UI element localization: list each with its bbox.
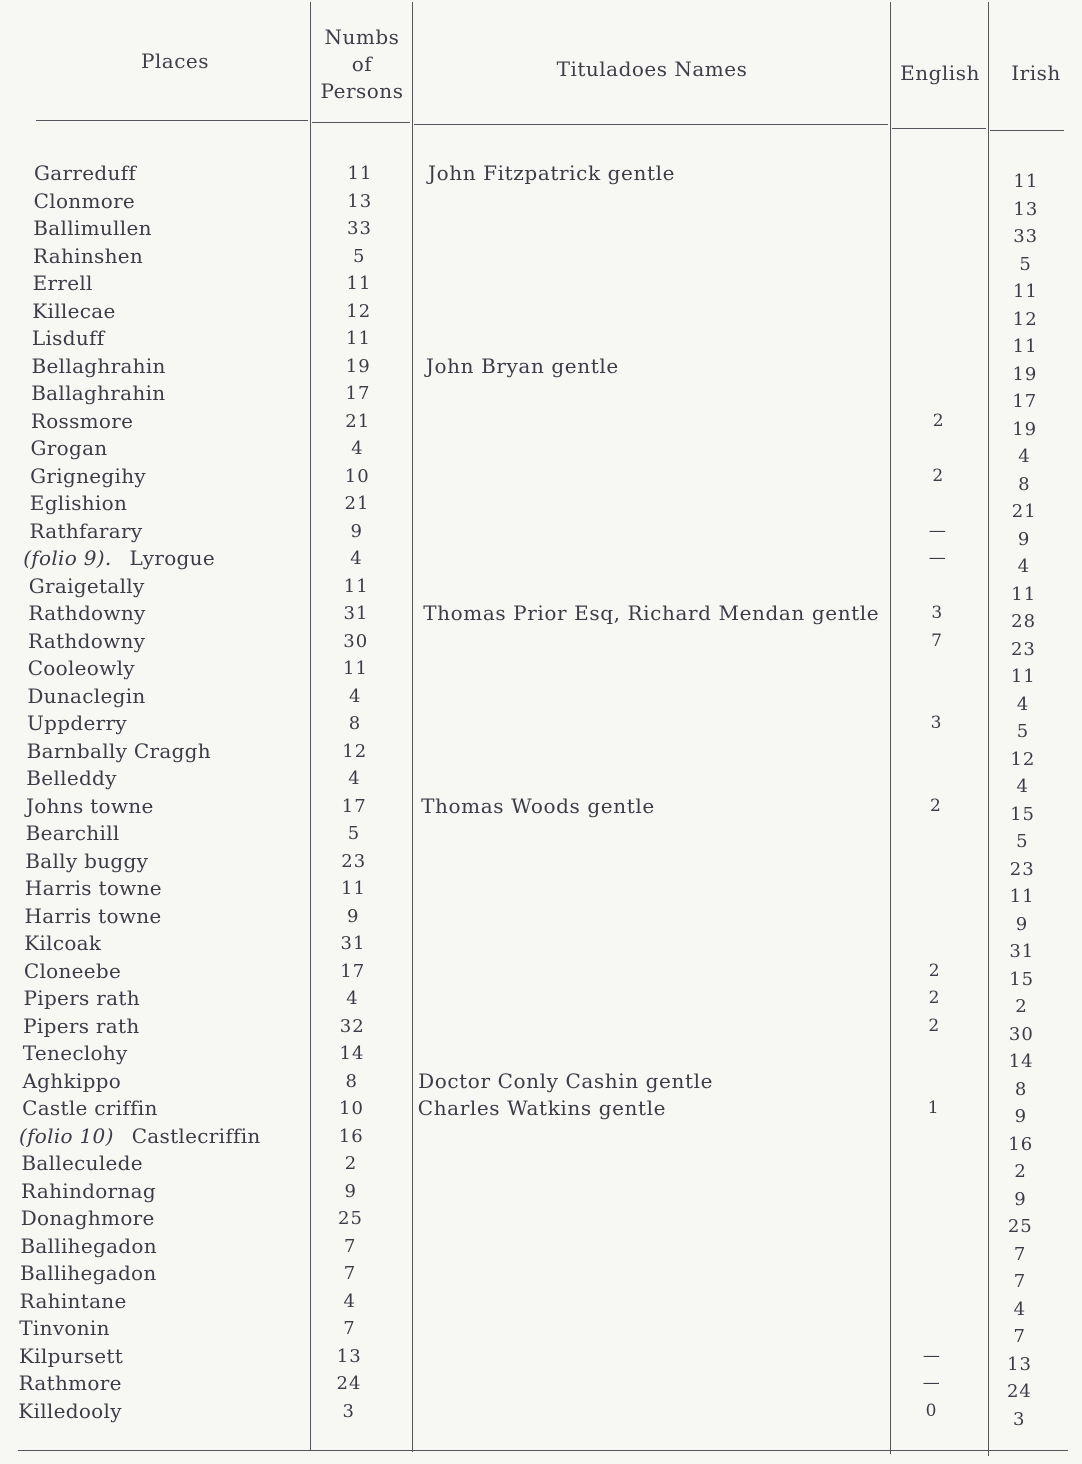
place-label: Graigetally [28,573,145,598]
persons-count: 2 [344,1153,358,1174]
persons-count: 8 [348,713,362,734]
table-row [0,628,1082,660]
table-row [0,490,1082,522]
place-name [30,490,127,517]
irish-count: 17 [1012,391,1038,412]
irish-count: 16 [1008,1133,1034,1155]
place-label: Rahintane [19,1288,127,1313]
place-name [24,958,121,985]
table-row [0,1150,1082,1182]
persons-count: 13 [336,1345,362,1367]
english-count: 2 [928,1015,940,1036]
place-name [20,1260,157,1287]
place-name [21,1150,143,1177]
place-label: Rahindornag [21,1178,156,1203]
table-row [0,738,1082,770]
irish-count: 7 [1013,1271,1027,1292]
persons-count: 7 [343,1318,356,1339]
irish-count: 25 [1007,1216,1033,1237]
persons-count: 30 [343,630,369,652]
place-name [25,875,162,902]
persons-count: 3 [342,1400,355,1422]
place-label: Johns towne [25,793,154,818]
irish-count: 19 [1012,418,1038,440]
place-label: Rathdowny [28,628,146,653]
irish-count: 9 [1015,913,1029,935]
irish-count: 30 [1008,1023,1034,1045]
persons-count: 7 [344,1235,357,1257]
table-row [0,1260,1082,1292]
titulado-name: John Bryan gentle [425,353,619,378]
place-name [27,683,145,710]
table-row [0,353,1082,385]
irish-count: 24 [1006,1381,1032,1402]
irish-count: 12 [1012,308,1038,330]
place-label: Pipers rath [23,1013,140,1038]
table-row [0,848,1082,880]
header-irish: Irish [1011,61,1061,85]
english-count: — [928,548,946,568]
place-label: Pipers rath [23,986,140,1010]
table-row [0,1343,1082,1375]
place-name [21,1178,156,1205]
irish-count: 11 [1012,336,1038,357]
table-row [0,435,1082,467]
irish-count: 3 [1013,1408,1026,1430]
persons-count: 5 [353,245,366,267]
persons-count: 23 [341,850,367,872]
english-count: 0 [925,1400,937,1421]
place-label: Ballaghrahin [31,381,166,405]
place-label: Grogan [30,436,108,460]
place-label: Rahinshen [32,243,144,268]
place-label: Bellaghrahin [31,353,166,378]
persons-count: 11 [347,163,373,184]
place-name [22,1068,121,1095]
table-row [0,1288,1082,1320]
irish-count: 13 [1013,198,1039,220]
persons-count: 8 [345,1070,358,1092]
place-name [32,353,166,380]
table-row [0,985,1082,1017]
table-row [0,518,1082,550]
irish-count: 2 [1015,996,1028,1017]
place-name [34,160,136,187]
table-row [0,463,1082,495]
persons-count: 12 [342,740,368,762]
place-label: Dunaclegin [27,683,146,708]
place-name [34,188,135,215]
irish-count: 7 [1013,1326,1026,1347]
table-row [0,188,1082,220]
place-name [31,380,165,407]
place-label: Garreduff [34,161,137,185]
place-label: Belleddy [26,766,117,790]
english-count: 2 [928,988,940,1008]
place-label: Grignegihy [30,463,146,488]
place-label: Aghkippo [22,1068,122,1093]
persons-count: 17 [341,795,367,817]
table-body [0,160,1082,1430]
place-name [18,1398,122,1425]
place-name [29,573,145,600]
place-label: Bally buggy [25,848,149,873]
table-row [0,793,1082,825]
header-numbs-of-persons [312,24,412,105]
persons-count: 19 [345,355,371,377]
irish-count: 9 [1014,1188,1027,1210]
place-name [25,848,148,875]
english-count: — [922,1345,940,1366]
persons-count: 4 [349,685,362,707]
place-name [24,930,101,957]
place-label: Tinvonin [19,1316,110,1340]
persons-count: 11 [346,328,371,349]
persons-count: 12 [346,300,372,322]
place-label: Harris towne [24,876,162,900]
irish-count: 5 [1016,721,1030,742]
persons-count: 4 [351,438,364,459]
persons-count: 11 [343,575,369,597]
place-name [27,710,127,737]
place-name [19,1123,261,1150]
place-name [30,463,146,490]
place-label: Lisduff [31,326,105,350]
irish-count: 21 [1011,501,1037,522]
table-row [0,160,1082,192]
persons-count: 31 [343,603,369,624]
irish-count: 23 [1009,858,1035,880]
persons-count: 4 [346,988,359,1009]
persons-count: 9 [350,520,363,542]
header-tituladoes-names: Tituladoes Names [556,57,748,81]
irish-count: 7 [1013,1243,1027,1265]
header-rule [414,124,888,125]
irish-count: 8 [1014,1078,1028,1100]
place-name [32,325,105,352]
titulado-name: Doctor Conly Cashin gentle [418,1068,714,1093]
persons-count: 11 [341,878,366,899]
header-numbs-line-1: Numbs [324,25,400,49]
persons-count: 4 [348,768,361,789]
irish-count: 4 [1016,776,1029,797]
table-row [0,930,1082,962]
place-name [21,1205,155,1232]
persons-count: 21 [344,493,370,514]
table-row [0,408,1082,440]
place-name [20,1233,157,1260]
header-rule [312,122,410,123]
table-row [0,820,1082,852]
persons-count: 16 [338,1125,364,1147]
header-rule [990,130,1064,131]
place-label: Ballihegadon [20,1261,157,1285]
place-label: Rathmore [18,1371,122,1395]
place-name [32,298,115,325]
table-row [0,243,1082,275]
table-row [0,903,1082,935]
place-name [28,600,145,627]
place-label: Rossmore [30,408,134,433]
irish-count: 5 [1016,831,1029,852]
persons-count: 32 [339,1015,365,1037]
persons-count: 10 [339,1098,364,1119]
table-row [0,958,1082,990]
table-row [0,1178,1082,1210]
irish-count: 11 [1012,281,1038,302]
english-count: — [928,520,946,541]
irish-count: 11 [1010,666,1036,687]
english-count: 2 [932,465,944,486]
english-count: 2 [932,410,944,431]
place-label: Kilpursett [18,1343,124,1368]
place-name [19,1343,123,1370]
header-places: Places [140,49,210,73]
english-count: 3 [931,603,943,623]
irish-count: 9 [1014,1106,1028,1127]
persons-count: 7 [343,1263,357,1284]
place-name [28,655,135,682]
table-row [0,1068,1082,1100]
folio-reference: (folio 9). [23,546,112,570]
persons-count: 9 [347,905,360,927]
irish-count: 12 [1010,748,1036,770]
table-row [0,1123,1082,1155]
irish-count: 15 [1010,803,1035,825]
place-name [19,1370,122,1397]
table-row [0,380,1082,412]
irish-count: 8 [1018,473,1031,495]
persons-count: 11 [346,273,372,294]
place-name [26,820,120,847]
table-row [0,1398,1082,1430]
place-name [23,1013,139,1040]
persons-count: 17 [345,383,371,404]
place-label: Balleculede [21,1151,143,1175]
place-label: Castle criffin [22,1096,158,1120]
place-name [28,628,145,655]
table-row [0,1315,1082,1347]
place-name [27,738,211,765]
place-label: Castlecriffin [131,1123,261,1148]
irish-count: 11 [1009,886,1035,907]
place-label: Ballimullen [33,216,152,240]
place-label: Eglishion [29,491,128,515]
place-name [24,985,140,1012]
place-label: Clonmore [33,188,136,213]
place-name [31,408,133,435]
place-label: Rathdowny [28,601,146,625]
place-name [19,1315,110,1342]
irish-count: 5 [1019,253,1032,275]
titulado-name: Charles Watkins gentle [417,1096,667,1120]
persons-count: 9 [344,1180,357,1202]
place-name [29,518,142,545]
irish-count: 2 [1014,1161,1027,1182]
persons-count: 17 [340,960,366,982]
table-row [0,1040,1082,1072]
english-count: 2 [929,795,941,816]
english-count: 7 [931,630,942,651]
irish-count: 33 [1013,226,1039,247]
place-label: Donaghmore [20,1206,155,1230]
place-label: Errell [32,271,93,295]
english-count: 3 [930,713,942,733]
irish-count: 31 [1009,941,1035,962]
persons-count: 4 [350,548,363,569]
header-numbs-line-2: of [351,52,373,76]
table-row [0,215,1082,247]
table-row [0,298,1082,330]
irish-count: 11 [1013,171,1039,192]
irish-count: 14 [1008,1051,1034,1072]
place-name [26,793,154,820]
place-name [33,215,151,242]
place-name [23,545,215,572]
header-numbs-line-3: Persons [320,79,404,103]
irish-count: 19 [1012,363,1038,385]
place-name [23,1040,128,1067]
irish-count: 4 [1018,446,1031,467]
table-row [0,655,1082,687]
irish-count: 15 [1009,968,1035,990]
bottom-rule [18,1450,1068,1451]
irish-count: 23 [1010,638,1036,660]
place-label: Ballihegadon [20,1233,157,1258]
irish-count: 4 [1013,1298,1027,1320]
persons-count: 14 [339,1043,365,1064]
place-label: Killecae [32,298,116,323]
persons-count: 31 [340,933,366,954]
place-label: Killedooly [18,1398,122,1423]
place-label: Cooleowly [27,656,135,680]
table-row [0,545,1082,577]
place-label: Teneclohy [22,1041,128,1065]
place-label: Barnbally Craggh [26,738,211,763]
place-name [20,1288,127,1315]
place-name [33,243,143,270]
persons-count: 21 [345,410,371,432]
header-rule [36,120,308,121]
table-row [0,1013,1082,1045]
persons-count: 11 [343,658,368,679]
place-label: Uppderry [27,711,127,735]
irish-count: 11 [1011,583,1037,605]
table-row [0,600,1082,632]
irish-count: 9 [1017,528,1031,550]
place-label: Rathfarary [29,518,143,543]
place-label: Bearchill [25,821,120,845]
titulado-name: John Fitzpatrick gentle [428,161,676,185]
persons-count: 13 [347,190,373,212]
titulado-name: Thomas Woods gentle [421,793,655,818]
english-count: — [922,1373,940,1393]
persons-count: 4 [343,1290,356,1312]
titulado-name: Thomas Prior Esq, Richard Mendan gentle [423,601,880,625]
table-row [0,573,1082,605]
persons-count: 5 [347,823,361,844]
place-name [26,765,116,792]
irish-count: 4 [1016,693,1030,715]
persons-count: 10 [344,465,370,487]
place-name [22,1095,158,1122]
place-label: Harris towne [24,903,162,928]
irish-count: 4 [1017,556,1031,577]
place-label: Cloneebe [23,958,122,983]
table-row [0,683,1082,715]
table-row [0,710,1082,742]
table-row [0,1370,1082,1402]
place-name [33,270,93,297]
table-row [0,270,1082,302]
folio-reference: (folio 10) [19,1123,114,1148]
english-count: 2 [928,960,940,981]
persons-count: 24 [336,1373,362,1394]
table-row [0,765,1082,797]
table-row [0,325,1082,357]
place-name [25,903,162,930]
irish-count: 28 [1011,611,1037,632]
english-count: 1 [927,1098,939,1118]
table-row [0,1205,1082,1237]
table-row [0,1095,1082,1127]
table-row [0,875,1082,907]
place-name [31,435,108,462]
place-label: Kilcoak [24,931,102,955]
irish-count: 13 [1007,1353,1032,1375]
table-row [0,1233,1082,1265]
header-english: English [900,61,980,85]
place-label: Lyrogue [129,546,215,570]
persons-count: 33 [347,218,372,239]
persons-count: 25 [338,1208,363,1229]
header-rule [892,128,986,129]
